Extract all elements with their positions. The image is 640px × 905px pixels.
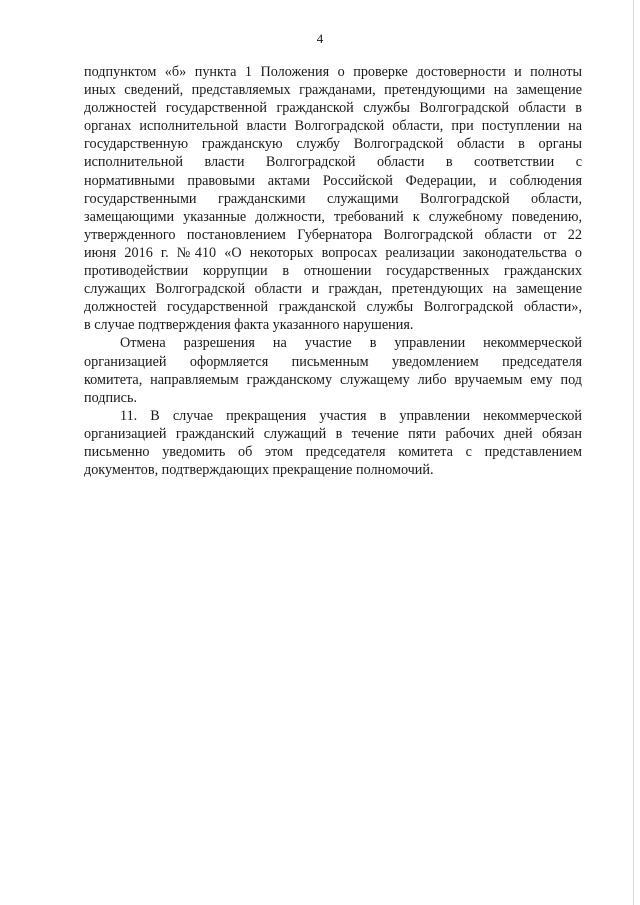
text-line: в случае подтверждения факта указанного нарушения. (84, 317, 414, 334)
page-number: 4 (316, 31, 324, 46)
text-line: комитета, направляемым гражданскому служащему либо вручаемым ему под (84, 371, 582, 388)
text-line: органах исполнительной власти Волгоградской области, при поступлении на (84, 118, 582, 135)
text-line: документов, подтверждающих прекращение полномочий. (84, 462, 434, 479)
scan-edge-line (633, 0, 634, 905)
text-line: должностей государственной гражданской службы Волгоградской области в (84, 100, 582, 117)
text-line: подпись. (84, 389, 137, 406)
text-line: нормативными правовыми актами Российской Федерации, и соблюдения (84, 172, 582, 189)
text-line: организацией гражданский служащий в течение пяти рабочих дней обязан (84, 425, 582, 442)
text-line: государственными гражданскими служащими Волгоградской области, (84, 190, 582, 207)
text-line: подпунктом «б» пункта 1 Положения о проверке достоверности и полноты (84, 64, 582, 80)
text-line: письменно уведомить об этом председателя комитета с представлением (84, 443, 582, 460)
text-line: 11. В случае прекращения участия в управлении некоммерческой (120, 407, 582, 424)
document-body (84, 63, 582, 479)
text-line: замещающими указанные должности, требований к служебному поведению, (84, 208, 582, 225)
text-line: Отмена разрешения на участие в управлении некоммерческой (120, 335, 582, 352)
paragraph-revocation (84, 334, 582, 406)
text-line: государственную гражданскую службу Волгоградской области в органы (84, 136, 582, 153)
text-line: организацией оформляется письменным уведомлением председателя (84, 353, 582, 370)
paragraph-item-11 (84, 407, 582, 479)
text-line: должностей государственной гражданской службы Волгоградской области», (84, 299, 582, 316)
text-line: июня 2016 г. №410 «О некоторых вопросах реализации законодательства о (84, 244, 582, 261)
text-line: иных сведений, представляемых гражданами, претендующими на замещение (84, 82, 582, 99)
text-line: служащих Волгоградской области и граждан, претендующих на замещение (84, 281, 582, 298)
paragraph-continuation (84, 63, 582, 334)
text-line: утвержденного постановлением Губернатора Волгоградской области от 22 (84, 226, 582, 243)
text-line: исполнительной власти Волгоградской области в соответствии с (84, 154, 582, 171)
text-line: противодействии коррупции в отношении государственных гражданских (84, 263, 582, 280)
